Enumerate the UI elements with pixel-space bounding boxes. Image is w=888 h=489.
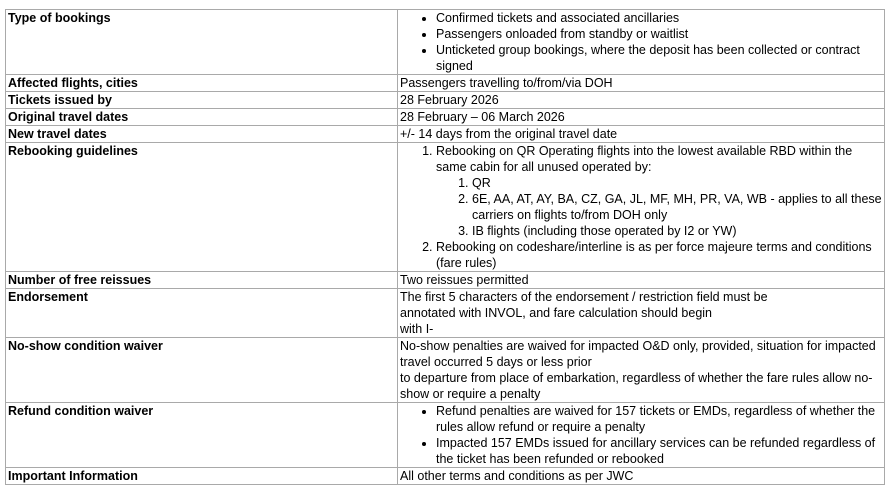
booking-types-list <box>400 10 882 74</box>
table-row-important-information <box>6 468 885 485</box>
no-show-paragraph: No-show penalties are waived for impacted O&D only, provided, situation for impacted travel occurred 5 days or less prior <box>400 339 876 369</box>
table-row-free-reissues <box>6 272 885 289</box>
list-item: • Passengers onloaded from standby or waitlist <box>436 26 882 42</box>
row-value <box>398 143 885 272</box>
table-row-new-travel-dates <box>6 126 885 143</box>
no-show-paragraph: to departure from place of embarkation, regardless of whether the fare rules allow no-show or require a penalty <box>400 371 873 401</box>
rebooking-list <box>400 143 882 271</box>
list-item <box>436 143 882 239</box>
row-value <box>398 10 885 75</box>
refund-list <box>400 403 882 467</box>
row-label: Number of free reissues <box>6 272 398 289</box>
table-row-rebooking-guidelines <box>6 143 885 272</box>
row-value <box>398 403 885 468</box>
list-item: • Refund penalties are waived for 157 tickets or EMDs, regardless of whether the rules allow refund or require a penalty <box>436 403 882 435</box>
list-item: 2. 6E, AA, AT, AY, BA, CZ, GA, JL, MF, MH, PR, VA, WB - applies to all these carriers on flights to/from DOH only <box>472 191 882 223</box>
row-value: Passengers travelling to/from/via DOH <box>398 75 885 92</box>
row-value <box>398 289 885 338</box>
row-label: No-show condition waiver <box>6 338 398 403</box>
table-row-type-of-bookings <box>6 10 885 75</box>
row-label: Rebooking guidelines <box>6 143 398 272</box>
row-label: Affected flights, cities <box>6 75 398 92</box>
list-item: 2. Rebooking on codeshare/interline is as per force majeure terms and conditions (fare rules) <box>436 239 882 271</box>
list-item: • Unticketed group bookings, where the deposit has been collected or contract signed <box>436 42 882 74</box>
table-row-endorsement <box>6 289 885 338</box>
booking-policy-table <box>5 9 885 485</box>
row-label: Important Information <box>6 468 398 485</box>
row-value: 28 February – 06 March 2026 <box>398 109 885 126</box>
row-label: Endorsement <box>6 289 398 338</box>
list-item: • Confirmed tickets and associated ancillaries <box>436 10 882 26</box>
list-item: • Impacted 157 EMDs issued for ancillary services can be refunded regardless of the ticket has been refunded or rebooked <box>436 435 882 467</box>
row-label: Type of bookings <box>6 10 398 75</box>
table-row-no-show-waiver <box>6 338 885 403</box>
row-label: New travel dates <box>6 126 398 143</box>
row-value <box>398 338 885 403</box>
table-row-refund-waiver <box>6 403 885 468</box>
list-item: 1. QR <box>472 175 882 191</box>
row-value: All other terms and conditions as per JWC <box>398 468 885 485</box>
row-label: Original travel dates <box>6 109 398 126</box>
list-item: 3. IB flights (including those operated by I2 or YW) <box>472 223 882 239</box>
operating-carriers-list <box>436 175 882 239</box>
row-value: 28 February 2026 <box>398 92 885 109</box>
table-row-original-travel-dates <box>6 109 885 126</box>
endorsement-line: The first 5 characters of the endorsement / restriction field must be <box>400 290 768 304</box>
rebooking-item-text: Rebooking on QR Operating flights into the lowest available RBD within the same cabin for all unused operated by: <box>436 144 853 174</box>
endorsement-line: annotated with INVOL, and fare calculation should begin <box>400 306 713 320</box>
table-row-tickets-issued <box>6 92 885 109</box>
row-value: Two reissues permitted <box>398 272 885 289</box>
endorsement-line: with I- <box>400 322 434 336</box>
row-label: Tickets issued by <box>6 92 398 109</box>
table-row-affected-flights <box>6 75 885 92</box>
row-value: +/- 14 days from the original travel date <box>398 126 885 143</box>
row-label: Refund condition waiver <box>6 403 398 468</box>
